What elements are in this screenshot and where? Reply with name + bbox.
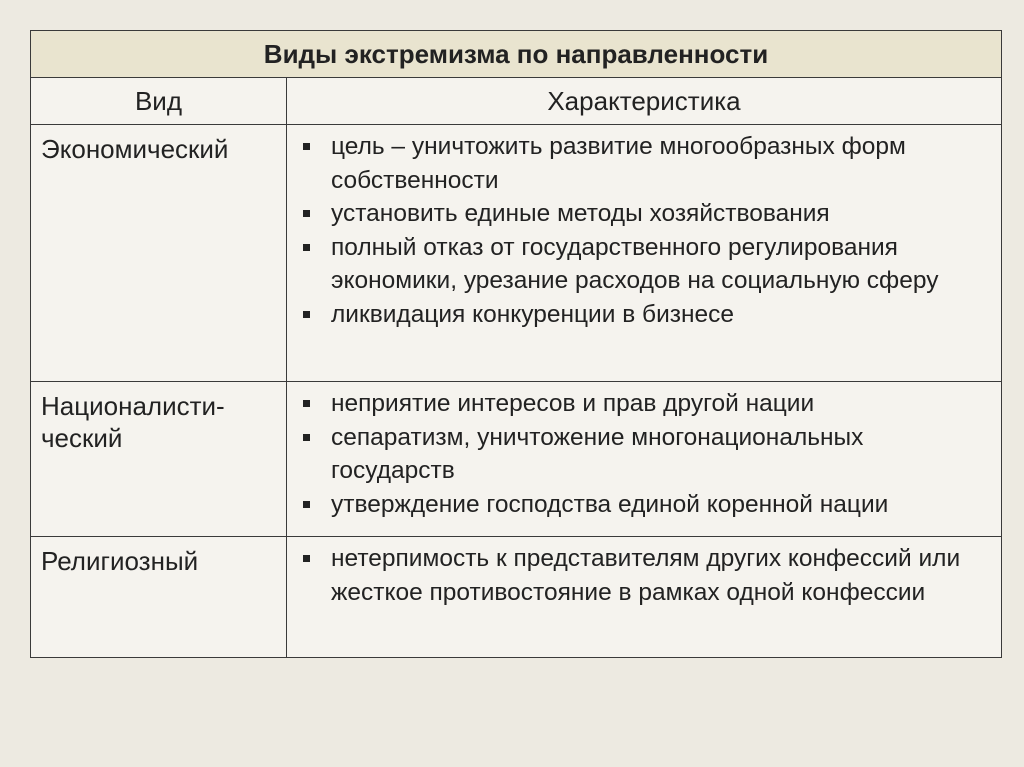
square-bullet-icon <box>303 501 310 508</box>
list-item-text: ликвидация конкуренции в бизнесе <box>331 300 735 328</box>
square-bullet-icon <box>303 311 310 318</box>
table-title-row <box>31 31 1002 78</box>
kind-cell: Религиозный <box>31 537 287 658</box>
list-item <box>297 298 991 332</box>
table-header-row <box>31 78 1002 125</box>
table-row-nationalist <box>31 382 1002 537</box>
kind-cell: Националисти-ческий <box>31 382 287 537</box>
list-item-text: цель – уничтожить развитие многообразных форм собственности <box>331 133 906 194</box>
characteristic-cell <box>287 382 1002 537</box>
characteristic-cell <box>287 125 1002 382</box>
list-item-text: полный отказ от государственного регулирования экономики, урезание расходов на социальную сферу <box>331 233 939 294</box>
list-item-text: сепаратизм, уничтожение многонациональных государств <box>331 423 864 484</box>
square-bullet-icon <box>303 143 310 150</box>
list-item <box>297 130 991 197</box>
list-item <box>297 421 991 488</box>
list-item-text: установить единые методы хозяйствования <box>331 200 830 227</box>
table-title: Виды экстремизма по направленности <box>31 31 1002 78</box>
extremism-types-table <box>30 30 1002 658</box>
square-bullet-icon <box>303 244 310 251</box>
kind-cell: Экономический <box>31 125 287 382</box>
list-item-text: нетерпимость к представителям других конфессий или жесткое противостояние в рамках одной конфессии <box>331 545 961 606</box>
list-item <box>297 387 991 421</box>
square-bullet-icon <box>303 400 310 407</box>
header-characteristic: Характеристика <box>287 78 1002 125</box>
list-item <box>297 197 991 231</box>
square-bullet-icon <box>303 434 310 441</box>
table-row-religious <box>31 537 1002 658</box>
list-item-text: утверждение господства единой коренной нации <box>331 490 889 518</box>
list-item <box>297 231 991 298</box>
list-item-text: неприятие интересов и прав другой нации <box>331 390 815 417</box>
characteristic-list <box>297 387 991 521</box>
characteristic-cell <box>287 537 1002 658</box>
list-item <box>297 488 991 522</box>
square-bullet-icon <box>303 210 310 217</box>
header-kind: Вид <box>31 78 287 125</box>
characteristic-list <box>297 130 991 331</box>
table-row-economic <box>31 125 1002 382</box>
list-item <box>297 542 991 609</box>
square-bullet-icon <box>303 555 310 562</box>
characteristic-list <box>297 542 991 609</box>
